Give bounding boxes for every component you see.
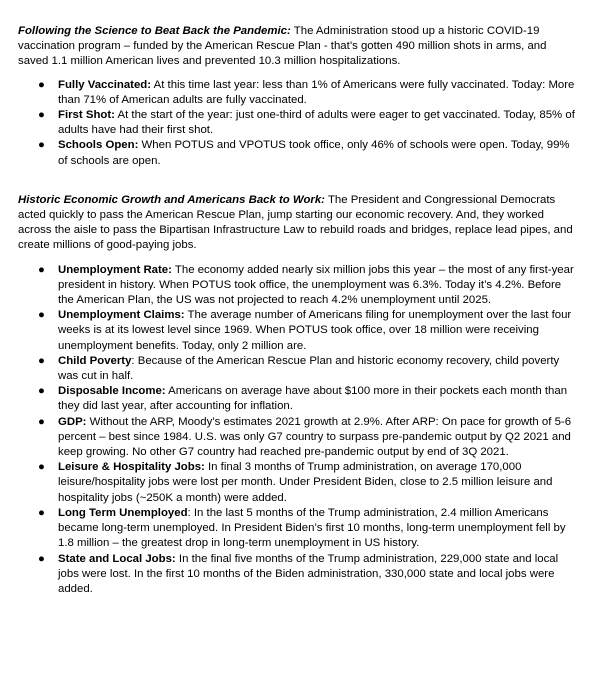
list-item: [38, 354, 575, 384]
bullet-icon: ●: [38, 415, 45, 428]
list-item: [38, 138, 575, 168]
item-term: Leisure & Hospitality Jobs:: [58, 461, 205, 474]
section-intro-text: The President and Congressional Democrats acted quickly to pass the American Rescue Plan, jump starting our economic recovery. And, they worked across the aisle to pass the Bipartisan Infrastructure Law to rebuild roads and bridges, replace lead pipes, and create millions of good-paying jobs.: [18, 193, 573, 252]
bullet-icon: ●: [38, 354, 45, 367]
bullet-icon: ●: [38, 461, 45, 474]
item-term: Long Term Unemployed: [58, 506, 188, 519]
bullet-icon: ●: [38, 309, 45, 322]
section-intro-text: The Administration stood up a historic COVID-19 vaccination program – funded by the American Rescue Plan - that’s gotten 490 million shots in arms, and saved 1.1 million American lives and prevented 10.3 million hospitalizations.: [18, 25, 547, 68]
list-item: [38, 506, 575, 552]
item-term: First Shot:: [58, 109, 115, 122]
item-term: State and Local Jobs:: [58, 552, 176, 565]
item-term: Disposable Income:: [58, 385, 166, 398]
bullet-list: [18, 78, 575, 169]
section-intro: [18, 193, 575, 254]
item-term: Schools Open:: [58, 139, 139, 152]
list-item: [38, 552, 575, 598]
item-text: The economy added nearly six million jobs this year – the most of any first-year president in history. When POTUS took office, the unemployment was 6.3%. Today it’s 4.2%. Before the American Plan, the US was not projected to reach 4.2% unemployment until 2025.: [58, 263, 574, 307]
list-item: [38, 384, 575, 414]
bullet-icon: ●: [38, 385, 45, 398]
item-text: At this time last year: less than 1% of Americans were fully vaccinated. Today: More than 71% of American adults are fully vaccinated.: [58, 78, 575, 106]
bullet-icon: ●: [38, 78, 45, 91]
section-economy: [18, 193, 575, 597]
item-text: In final 3 months of Trump administration, on average 170,000 leisure/hospitality jobs were lost per month. Under President Biden, close to 2.5 million leisure and hospitality jobs (~250K a month) were added.: [58, 461, 553, 504]
item-term: GDP:: [58, 415, 87, 428]
bullet-icon: ●: [38, 506, 45, 519]
item-text: : In the last 5 months of the Trump administration, 2.4 million Americans became long-term unemployed. In President Biden’s first 10 months, long-term unemployment fell by 1.8 million – the greatest drop in long-term unemployment in US history.: [58, 506, 566, 550]
section-pandemic: [18, 24, 575, 169]
item-text: : Because of the American Rescue Plan and historic economy recovery, child poverty was cut in half.: [58, 354, 560, 383]
list-item: [38, 308, 575, 354]
list-item: [38, 263, 575, 309]
bullet-icon: ●: [38, 109, 45, 122]
bullet-icon: ●: [38, 552, 45, 565]
section-heading: Following the Science to Beat Back the Pandemic:: [18, 25, 291, 37]
item-term: Child Poverty: [58, 354, 132, 367]
item-text: The average number of Americans filing for unemployment over the last four weeks is at its lowest level since 1969. When POTUS took office, over 18 million were receiving unemployment benefits. Today, only 2 million are.: [58, 309, 572, 352]
item-text: When POTUS and VPOTUS took office, only 46% of schools were open. Today, 99% of schools are open.: [58, 139, 570, 167]
item-term: Fully Vaccinated:: [58, 78, 152, 91]
list-item: [38, 78, 575, 108]
bullet-list: [18, 263, 575, 597]
bullet-icon: ●: [38, 139, 45, 152]
list-item: [38, 108, 575, 138]
section-heading: Historic Economic Growth and Americans Back to Work:: [18, 193, 325, 206]
bullet-icon: ●: [38, 263, 45, 276]
section-intro: [18, 24, 575, 70]
item-term: Unemployment Claims:: [58, 309, 185, 322]
item-term: Unemployment Rate:: [58, 263, 172, 276]
item-text: Americans on average have about $100 more in their pockets each month than they did last year, after accounting for inflation.: [58, 385, 568, 413]
item-text: In the final five months of the Trump administration, 229,000 state and local jobs were lost. In the first 10 months of the Biden administration, 330,000 state and local jobs were added.: [58, 552, 559, 595]
list-item: [38, 460, 575, 506]
list-item: [38, 415, 575, 461]
item-text: At the start of the year: just one-third of adults were eager to get vaccinated. Today, 85% of adults have had their first shot.: [58, 109, 575, 137]
item-text: Without the ARP, Moody’s estimates 2021 growth at 2.9%. After ARP: On pace for growth of 5-6 percent – best since 1984. U.S. was only G7 country to surpass pre-pandemic output by Q2 2021 and keep growing. No other G7 country had reached pre-pandemic output by end of 3Q 2021.: [58, 415, 572, 459]
